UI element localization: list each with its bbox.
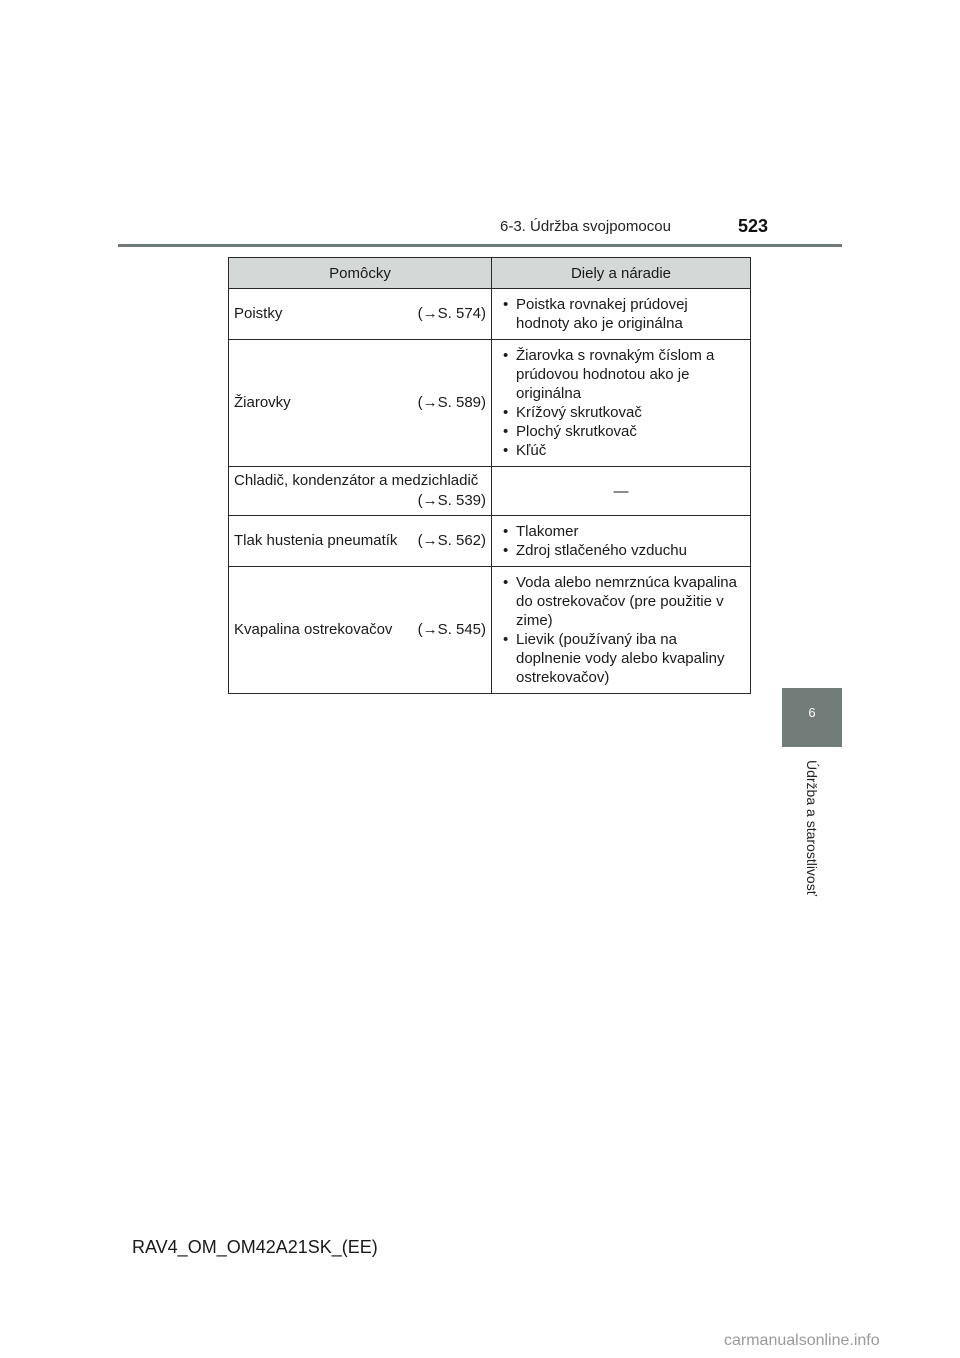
tool-cell [229,289,492,340]
parts-cell-empty [492,467,751,516]
table-row [229,516,751,567]
table-row [229,289,751,340]
tool-name: Kvapalina ostrekovačov [234,621,393,638]
page-reference-link[interactable]: (→S. 562) [417,532,486,549]
page-reference-link[interactable]: (→S. 539) [417,492,486,509]
list-item: • Žiarovka s rovnakým číslom a prúdovou hodnotou ako je originálna [498,346,744,403]
table-row [229,340,751,467]
table-header-row [229,258,751,289]
column-header-tools: Pomôcky [229,258,492,289]
none-dash: — [613,482,629,500]
tool-name: Žiarovky [234,394,291,411]
tool-cell [229,340,492,467]
list-item: • Kľúč [498,441,744,460]
tools-table [228,257,751,694]
chapter-number: 6 [808,705,816,720]
document-id: RAV4_OM_OM42A21SK_(EE) [132,1237,378,1257]
parts-cell [492,567,751,694]
chapter-label-text: Údržba a starostlivosť [804,760,820,896]
parts-cell [492,289,751,340]
table-row [229,567,751,694]
list-item: • Lievik (používaný iba na doplnenie vody alebo kvapaliny ostrekovačov) [498,630,744,687]
list-item: • Poistka rovnakej prúdovej hodnoty ako je originálna [498,295,744,333]
list-item: • Krížový skrutkovač [498,403,744,422]
tool-cell [229,567,492,694]
list-item: • Voda alebo nemrznúca kvapalina do ostrekovačov (pre použitie v zime) [498,573,744,630]
watermark-link[interactable]: carmanualsonline.info [724,1332,880,1349]
section-title: 6-3. Údržba svojpomocou [500,218,671,235]
list-item: • Plochý skrutkovač [498,422,744,441]
chapter-label [800,760,824,910]
list-item: • Tlakomer [498,522,744,541]
page-number: 523 [738,216,769,236]
column-header-parts: Diely a náradie [492,258,751,289]
list-item: • Zdroj stlačeného vzduchu [498,541,744,560]
tool-name: Poistky [234,305,283,322]
table-row [229,467,751,516]
header-divider [118,244,842,247]
page-reference-link[interactable]: (→S. 589) [417,394,486,411]
page-reference-link[interactable]: (→S. 545) [417,621,486,638]
parts-cell [492,340,751,467]
tool-cell [229,467,492,516]
page-reference-link[interactable]: (→S. 574) [417,305,486,322]
parts-cell [492,516,751,567]
chapter-tab[interactable] [782,688,842,747]
tool-cell [229,516,492,567]
tool-name: Tlak hustenia pneumatík [234,532,398,549]
tool-name: Chladič, kondenzátor a medzichladič [234,472,479,489]
